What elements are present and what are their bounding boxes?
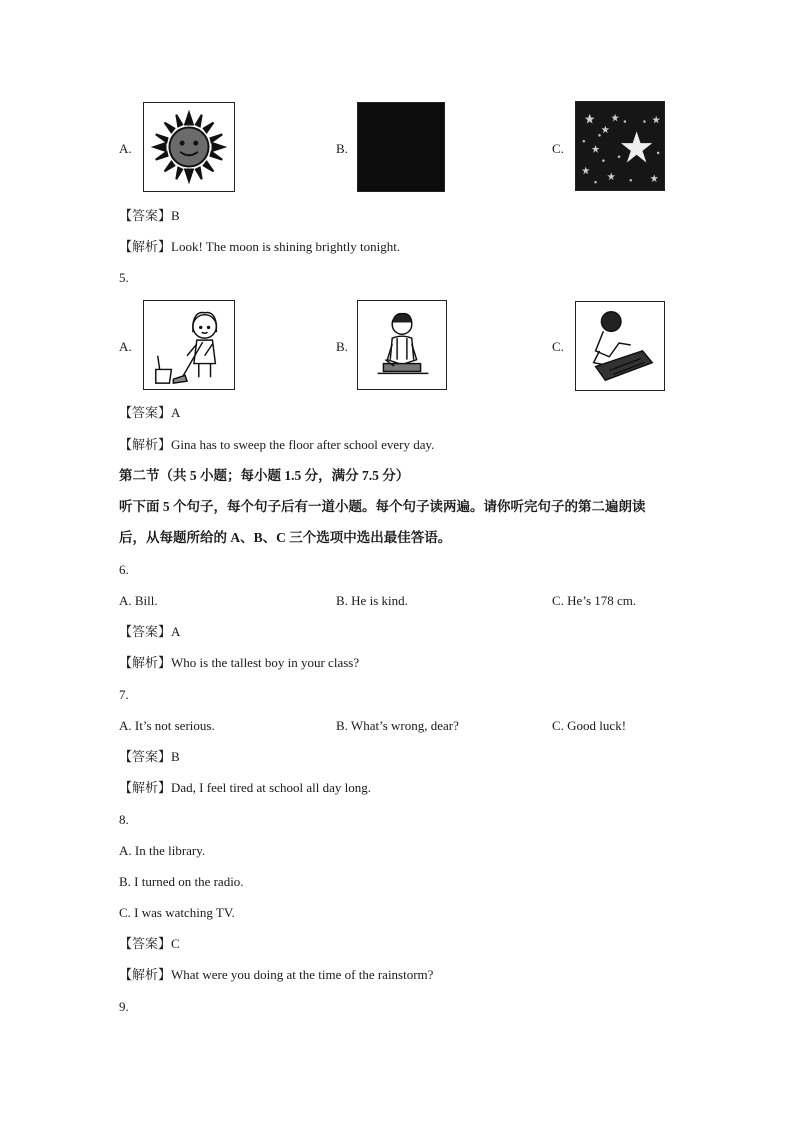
q6-option-a: A. Bill. bbox=[119, 593, 158, 608]
person-cooking-icon bbox=[357, 300, 447, 390]
q5-option-b-letter: B. bbox=[336, 339, 348, 354]
q8-number: 8. bbox=[119, 812, 129, 827]
q5-number: 5. bbox=[119, 270, 129, 285]
q8-explanation: 【解析】What were you doing at the time of the rainstorm? bbox=[119, 967, 434, 982]
q8-option-c: C. I was watching TV. bbox=[119, 905, 235, 920]
stars-icon bbox=[575, 101, 665, 191]
q5-answer: 【答案】A bbox=[119, 405, 181, 420]
q4-option-c-letter: C. bbox=[552, 141, 564, 156]
q6-option-b: B. He is kind. bbox=[336, 593, 408, 608]
q9-number: 9. bbox=[119, 999, 129, 1014]
child-cleaning-icon bbox=[575, 301, 665, 391]
q7-explanation: 【解析】Dad, I feel tired at school all day long. bbox=[119, 780, 371, 795]
girl-sweeping-icon bbox=[143, 300, 235, 390]
q5-explanation: 【解析】Gina has to sweep the floor after school every day. bbox=[119, 437, 435, 452]
section-2-instruction-line-2: 后，从每题所给的 A、B、C 三个选项中选出最佳答语。 bbox=[119, 530, 452, 545]
q5-option-a-letter: A. bbox=[119, 339, 132, 354]
q6-number: 6. bbox=[119, 562, 129, 577]
section-2-instruction-line-1: 听下面 5 个句子，每个句子后有一道小题。每个句子读两遍。请你听完句子的第二遍朗读 bbox=[119, 499, 646, 514]
q4-option-b-letter: B. bbox=[336, 141, 348, 156]
q8-option-b: B. I turned on the radio. bbox=[119, 874, 244, 889]
crescent-moon-icon bbox=[357, 102, 445, 192]
sun-icon bbox=[143, 102, 235, 192]
q5-option-c-letter: C. bbox=[552, 339, 564, 354]
q6-option-c: C. He’s 178 cm. bbox=[552, 593, 637, 608]
q7-answer: 【答案】B bbox=[119, 749, 180, 764]
q6-answer: 【答案】A bbox=[119, 624, 181, 639]
q6-explanation: 【解析】Who is the tallest boy in your class? bbox=[119, 655, 360, 670]
q8-answer: 【答案】C bbox=[119, 936, 180, 951]
q7-option-c: C. Good luck! bbox=[552, 718, 627, 733]
q7-option-a: A. It’s not serious. bbox=[119, 718, 215, 733]
q7-option-b: B. What’s wrong, dear? bbox=[336, 718, 459, 733]
q4-option-a-letter: A. bbox=[119, 141, 132, 156]
q4-answer: 【答案】B bbox=[119, 208, 180, 223]
q8-option-a: A. In the library. bbox=[119, 843, 206, 858]
q4-explanation: 【解析】Look! The moon is shining brightly tonight. bbox=[119, 239, 401, 254]
q7-number: 7. bbox=[119, 687, 129, 702]
section-2-title: 第二节（共 5 小题；每小题 1.5 分，满分 7.5 分） bbox=[119, 468, 410, 483]
